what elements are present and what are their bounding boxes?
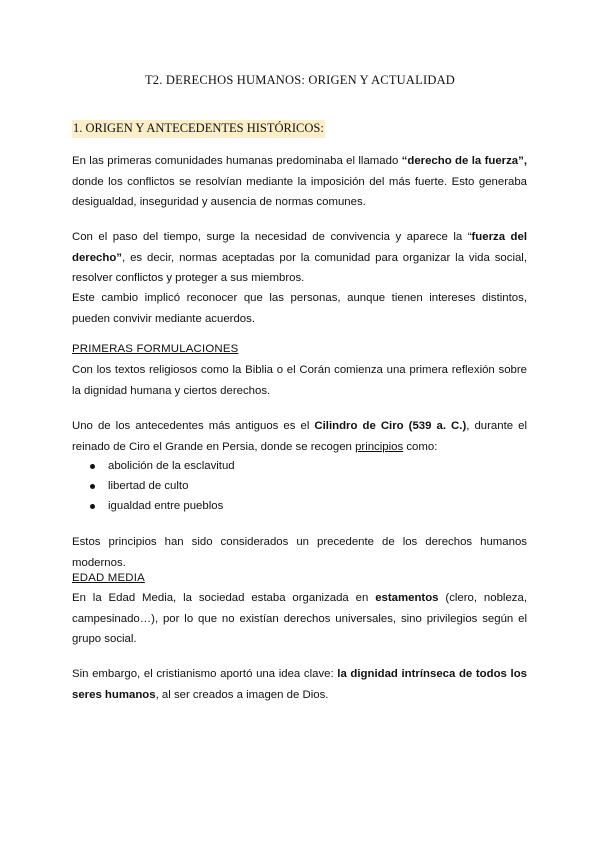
p5-text-e: como: — [403, 440, 438, 453]
p5-text-a: Uno de los antecedentes más antiguos es el — [72, 420, 315, 432]
paragraph-precedente: Estos principios han sido considerados un precedente de los derechos humanos modernos. — [72, 536, 527, 569]
principles-list — [72, 456, 235, 516]
paragraph-cristianismo — [72, 664, 527, 705]
paragraph-derecho-fuerza — [72, 151, 527, 213]
document-title: T2. DERECHOS HUMANOS: ORIGEN Y ACTUALIDAD — [144, 73, 456, 87]
p5-underlined: principios — [355, 440, 404, 453]
subheading-edad-media: EDAD MEDIA — [72, 572, 145, 584]
p5-text-c: , durante el reinado de Ciro el Grande en Persia, donde se recogen — [72, 420, 527, 453]
p2-text-a: Con el paso del tiempo, surge la necesidad de convivencia y aparece la “ — [72, 231, 472, 243]
p1-text-a: En las primeras comunidades humanas predominaba el llamado — [72, 155, 402, 167]
paragraph-cambio: Este cambio implicó reconocer que las personas, aunque tienen intereses distintos, pueden convivir mediante acuerdos. — [72, 292, 527, 325]
subheading-primeras-formulaciones: PRIMERAS FORMULACIONES — [72, 343, 239, 355]
p7-bold: estamentos — [375, 592, 439, 604]
list-item: libertad de culto — [72, 476, 235, 496]
p1-bold: “derecho de la fuerza”, — [401, 155, 528, 167]
section-heading-origen: 1. ORIGEN Y ANTECEDENTES HISTÓRICOS: — [72, 120, 325, 138]
paragraph-cilindro-ciro — [72, 416, 527, 457]
p5-bold: Cilindro de Ciro (539 a. C.) — [314, 420, 467, 432]
paragraph-estamentos — [72, 588, 527, 650]
paragraph-textos-religiosos: Con los textos religiosos como la Biblia o el Corán comienza una primera reflexión sobre la dignidad humana y ciertos derechos. — [72, 364, 527, 397]
p7-text-a: En la Edad Media, la sociedad estaba organizada en — [72, 592, 376, 604]
list-item: abolición de la esclavitud — [72, 456, 235, 476]
p8-bold: la dignidad intrínseca de todos los seres humanos — [72, 668, 527, 701]
list-item: igualdad entre pueblos — [72, 496, 235, 516]
p8-text-c: , al ser creados a imagen de Dios. — [155, 688, 329, 701]
p7-text-c: (clero, nobleza, campesinado…), por lo que no existían derechos universales, sino privilegios según el grupo social. — [72, 592, 527, 645]
p8-text-a: Sin embargo, el cristianismo aportó una idea clave: — [72, 668, 338, 680]
paragraph-fuerza-derecho — [72, 227, 527, 289]
p1-text-c: donde los conflictos se resolvían mediante la imposición del más fuerte. Esto generaba desigualdad, inseguridad y ausencia de normas comunes. — [72, 175, 527, 208]
p2-text-c: , es decir, normas aceptadas por la comunidad para organizar la vida social, resolver conflictos y proteger a sus miembros. — [72, 251, 527, 284]
p2-bold: fuerza del derecho” — [72, 231, 528, 264]
